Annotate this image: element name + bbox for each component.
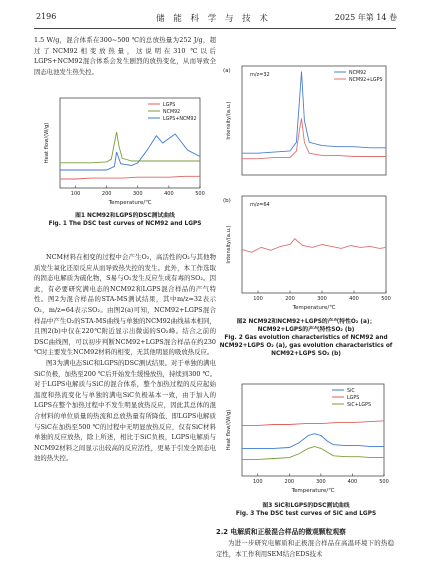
y-axis-label: Heat flow/(W/g) [226,409,232,451]
fig2-caption [216,318,396,358]
series-line [242,421,384,426]
legend-label: SiC+LGPS [347,403,372,408]
series-line [60,176,200,179]
figure-3 [220,378,390,498]
panel-label: (a) [223,68,231,74]
x-tick-label: 300 [133,191,143,197]
legend-label: NCM92 [163,110,181,115]
x-tick-label: 500 [195,191,205,197]
x-axis-label: Temperature/℃ [291,488,335,494]
x-tick-label: 500 [379,479,389,485]
x-axis-label: Temperature/℃ [108,200,152,206]
x-tick-label: 100 [253,296,263,302]
series-line [60,134,200,170]
panel-label: (b) [223,198,231,204]
journal-title: 储 能 科 学 与 技 术 [156,14,271,24]
x-tick-label: 500 [381,296,391,302]
series-line [242,434,384,449]
x-tick-label: 300 [316,479,326,485]
paragraph: 1.5 W/g，混合体系在300~500 ℃的总放热量为252 J/g，超过了NCM92相变放热量，这说明在310 ℃以后LGPS+NCM92混合体系会发生剧烈的放热变化，从而导致全固态电池发生热失控。 [34,36,216,76]
y-axis-label: Intensity/(a.u.) [226,225,232,264]
fig2-caption-cn: 图2 NCM92和NCM92+LGPS的产气特性O₂ (a)；NCM92+LGPS的产气特性SO₂ (b) [236,319,376,333]
y-axis-label: Intensity/(a.u.) [226,101,232,140]
x-tick-label: 400 [164,191,174,197]
series-line [242,239,386,253]
x-tick-label: 200 [284,479,295,485]
legend-label: SiC [347,389,355,394]
fig2a-chart [220,60,392,185]
legend-label: LGPS [163,103,176,108]
figure-2b [220,190,392,315]
annotation: m/z=64 [250,202,270,208]
x-tick-label: 100 [253,479,263,485]
paragraph: 为进一步研究电解质和正极混合样品在高温环境下的热稳定性，本工作利用SEM结合EDS技术 [216,539,394,558]
fig3-chart [220,378,390,498]
left-column-bottom [34,252,216,464]
x-tick-label: 400 [347,479,358,485]
legend-label: NCM92+LGPS [349,78,383,83]
legend-label: LGPS [347,396,360,401]
legend-label: NCM92 [349,71,367,76]
paragraph: 图3为满电态SiC和LGPS的DSC测试结果。对于单独的满电SiC负极，加热至200 ℃后开始发生缓慢放热，持续到300 ℃。对于LGPS电解质与SiC的混合体系，整个加热过程的反应起始温度和热流变化与单独的满电SiC负极基本一致，由于加入的LGPS在整个加热过程中不发生明显放热反应，因此其总体的混合材料的单位质量的热流和总放热量有所降低，即LGPS电解质与SiC在加热至500 ℃的过程中无明显放热反应，仅有SiC材料单独的反应放热，除上所述，相比于SiC负极，LGPS电解质与NCM92材料之间显示出较高的反应活性，更易于引发全固态电池的热失控。 [34,358,216,463]
y-axis-label: Heat flow/(W/g) [44,122,50,164]
fig1-caption-cn: 图1 NCM92和LGPS的DSC测试曲线 [75,213,175,219]
series-line [60,132,200,163]
fig2-caption-en: Fig. 2 Gas evolution characteristics of NCM92 and NCM92+LGPS O₂ (a), gas evolution characteristics of NCM92+LGPS SO₂ (b) [219,335,393,357]
fig1-caption-en: Fig. 1 The DSC test curves of NCM92 and LGPS [48,221,202,227]
fig2b-chart [220,190,392,315]
plot-frame [242,384,384,476]
series-line [242,72,386,154]
header-rule [34,28,396,29]
fig1-chart [38,92,206,210]
left-column-top [34,35,216,77]
fig3-caption-en: Fig. 3 The DSC test curves of SiC and LGPS [235,511,377,517]
x-tick-label: 100 [70,191,81,197]
legend-label: LGPS+NCM92 [163,117,197,122]
figure-1 [38,92,206,210]
annotation: m/z=32 [250,72,270,78]
fig3-caption [216,502,396,518]
plot-frame [242,196,386,293]
issue-label: 2025 年第 14 卷 [334,13,397,22]
x-axis-label: Temperature/℃ [292,305,336,311]
right-column-bottom [216,538,394,559]
x-tick-label: 400 [349,296,359,302]
section-heading: 2.2 电解质和正极混合样品的微观颗粒观察 [216,528,346,536]
figure-2a [220,60,392,185]
fig1-caption [34,212,216,228]
x-tick-label: 200 [101,191,112,197]
x-tick-label: 300 [317,296,327,302]
page-number: 2196 [36,12,57,21]
paragraph: NCM材料在相变的过程中会产生O₂，高活性的O₂与其他物质发生氧化还原反应从而导致热失控的发生。此外，本工作选取的固态电解质为硫化物，S易与O₂发生反应生成有毒的SO₂。因此，有必要研究满电态的NCM92和LGPS混合样品的产气特性。图2为混合样品的STA-MS测试结果，其中m/z=32表示O₂，m/z=64表示SO₂。由图2(a)可知，NCM92+LGPS混合样品中产生O₂的STA-MS曲线与单独的NCM92曲线基本相同，且图2(b)中仅在220℃附近显示出微弱的SO₂峰。结合之前的DSC曲线图，可以初步判断NCM92+LGPS混合样品在约230 ℃时主要发生NCM92材料的相变，无其他明显的吸放热反应。 [34,253,216,357]
fig3-caption-cn: 图3 SiC和LGPS的DSC测试曲线 [262,503,350,509]
x-tick-label: 200 [285,296,295,302]
